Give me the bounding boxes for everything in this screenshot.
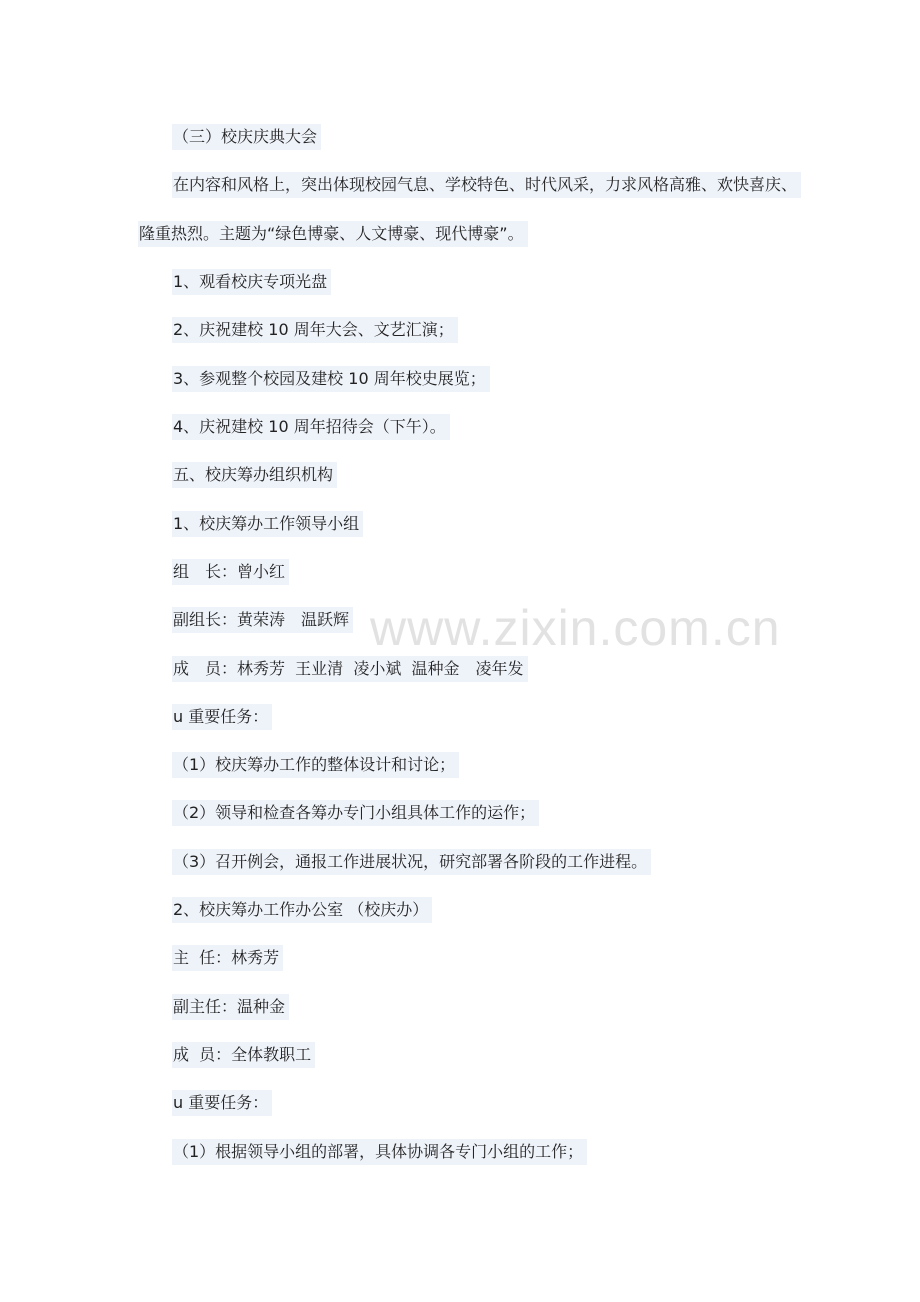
deputy-leader-line: 副组长：黄荣涛 温跃辉 [172, 607, 353, 633]
office-task-item-1: （1）根据领导小组的部署，具体协调各专门小组的工作； [172, 1139, 587, 1165]
office-members-line: 成 员：全体教职工 [172, 1042, 315, 1068]
heading-organization: 五、校庆筹办组织机构 [172, 462, 337, 488]
deputy-director-line: 副主任：温种金 [172, 994, 289, 1020]
paragraph-content-style: 在内容和风格上，突出体现校园气息、学校特色、时代风采，力求风格高雅、欢快喜庆、 [172, 172, 801, 198]
watermark: www.zixin.com.cn [370, 600, 781, 656]
leader-line: 组 长：曾小红 [172, 559, 289, 585]
list-item-watch-disc: 1、观看校庆专项光盘 [172, 269, 331, 295]
heading-celebration-ceremony: （三）校庆庆典大会 [172, 124, 321, 150]
heading-leading-group: 1、校庆筹办工作领导小组 [172, 511, 363, 537]
paragraph-theme: 隆重热烈。主题为“绿色博豪、人文博豪、现代博豪”。 [138, 221, 528, 247]
task-item-1: （1）校庆筹办工作的整体设计和讨论； [172, 752, 459, 778]
members-line: 成 员：林秀芳 王业清 凌小斌 温种金 凌年发 [172, 656, 528, 682]
list-item-anniversary-meeting: 2、庆祝建校 10 周年大会、文艺汇演； [172, 317, 458, 343]
office-tasks-label: u 重要任务： [172, 1090, 272, 1116]
task-item-3: （3）召开例会，通报工作进展状况，研究部署各阶段的工作进程。 [172, 849, 651, 875]
list-item-reception: 4、庆祝建校 10 周年招待会（下午）。 [172, 414, 450, 440]
list-item-campus-visit: 3、参观整个校园及建校 10 周年校史展览； [172, 366, 490, 392]
director-line: 主 任：林秀芳 [172, 945, 283, 971]
heading-office: 2、校庆筹办工作办公室 （校庆办） [172, 897, 432, 923]
task-item-2: （2）领导和检查各筹办专门小组具体工作的运作； [172, 800, 539, 826]
tasks-label: u 重要任务： [172, 704, 272, 730]
